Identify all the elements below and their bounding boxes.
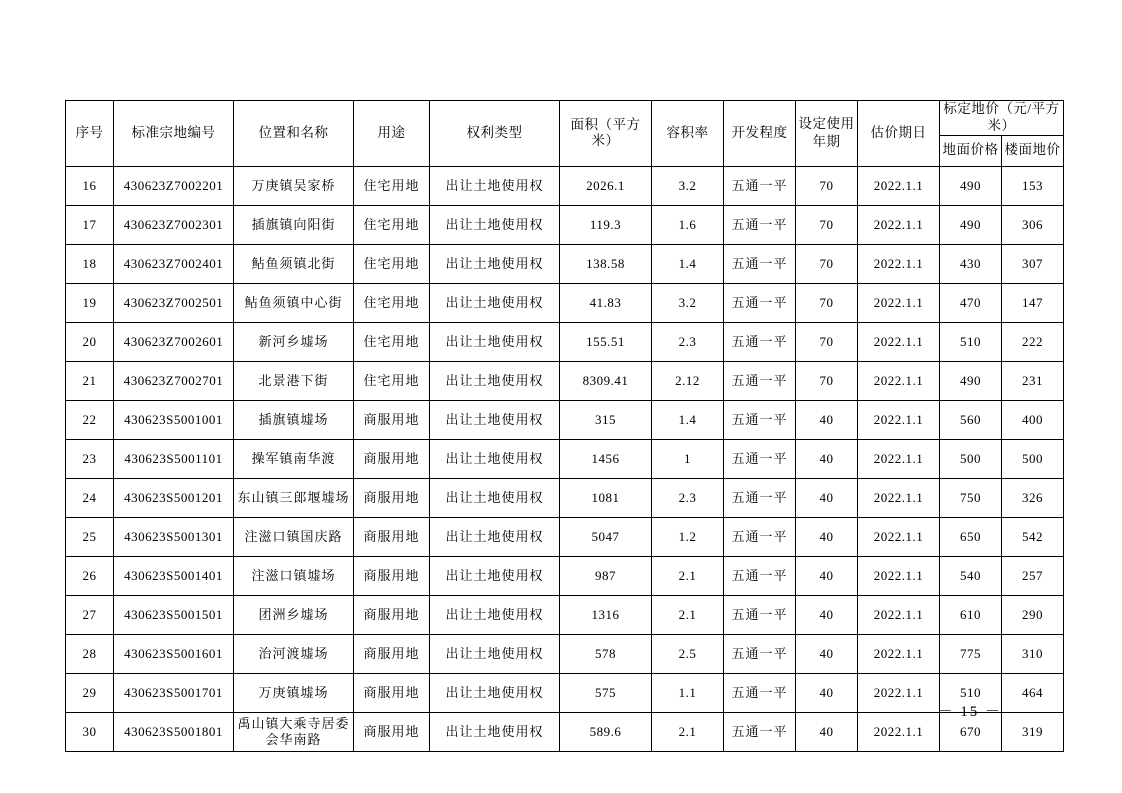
cell-use: 住宅用地 bbox=[354, 322, 430, 361]
cell-ground-price: 510 bbox=[940, 673, 1002, 712]
cell-right-type: 出让土地使用权 bbox=[430, 556, 560, 595]
cell-use: 住宅用地 bbox=[354, 205, 430, 244]
cell-use: 商服用地 bbox=[354, 556, 430, 595]
cell-use: 商服用地 bbox=[354, 634, 430, 673]
cell-development: 五通一平 bbox=[724, 166, 796, 205]
cell-valuation-date: 2022.1.1 bbox=[858, 205, 940, 244]
cell-right-type: 出让土地使用权 bbox=[430, 478, 560, 517]
cell-far: 3.2 bbox=[652, 283, 724, 322]
cell-floor-price: 306 bbox=[1002, 205, 1064, 244]
cell-area: 5047 bbox=[560, 517, 652, 556]
table-row bbox=[66, 556, 1064, 595]
header-far: 容积率 bbox=[652, 101, 724, 167]
cell-floor-price: 231 bbox=[1002, 361, 1064, 400]
cell-area: 315 bbox=[560, 400, 652, 439]
header-benchmark-price: 标定地价（元/平方米） bbox=[940, 101, 1064, 136]
cell-term: 40 bbox=[796, 517, 858, 556]
cell-ground-price: 670 bbox=[940, 712, 1002, 751]
cell-development: 五通一平 bbox=[724, 634, 796, 673]
cell-seq: 26 bbox=[66, 556, 114, 595]
cell-right-type: 出让土地使用权 bbox=[430, 634, 560, 673]
cell-ground-price: 470 bbox=[940, 283, 1002, 322]
cell-area: 2026.1 bbox=[560, 166, 652, 205]
cell-code: 430623Z7002201 bbox=[114, 166, 234, 205]
cell-code: 430623S5001601 bbox=[114, 634, 234, 673]
cell-far: 2.1 bbox=[652, 595, 724, 634]
cell-ground-price: 540 bbox=[940, 556, 1002, 595]
table-row bbox=[66, 166, 1064, 205]
cell-far: 2.3 bbox=[652, 478, 724, 517]
cell-ground-price: 490 bbox=[940, 361, 1002, 400]
cell-right-type: 出让土地使用权 bbox=[430, 595, 560, 634]
cell-term: 70 bbox=[796, 244, 858, 283]
cell-location: 治河渡墟场 bbox=[234, 634, 354, 673]
cell-code: 430623S5001401 bbox=[114, 556, 234, 595]
cell-seq: 29 bbox=[66, 673, 114, 712]
cell-seq: 18 bbox=[66, 244, 114, 283]
table-row bbox=[66, 478, 1064, 517]
cell-right-type: 出让土地使用权 bbox=[430, 166, 560, 205]
cell-floor-price: 257 bbox=[1002, 556, 1064, 595]
cell-location: 东山镇三郎堰墟场 bbox=[234, 478, 354, 517]
cell-use: 商服用地 bbox=[354, 478, 430, 517]
cell-use: 商服用地 bbox=[354, 595, 430, 634]
header-term-line1: 设定使用 bbox=[798, 116, 855, 132]
cell-use: 商服用地 bbox=[354, 439, 430, 478]
cell-ground-price: 510 bbox=[940, 322, 1002, 361]
cell-valuation-date: 2022.1.1 bbox=[858, 712, 940, 751]
cell-location: 万庚镇吴家桥 bbox=[234, 166, 354, 205]
header-valuation-date: 估价期日 bbox=[858, 101, 940, 167]
table-row bbox=[66, 712, 1064, 751]
header-development: 开发程度 bbox=[724, 101, 796, 167]
cell-development: 五通一平 bbox=[724, 400, 796, 439]
cell-location: 新河乡墟场 bbox=[234, 322, 354, 361]
cell-far: 1.1 bbox=[652, 673, 724, 712]
cell-floor-price: 153 bbox=[1002, 166, 1064, 205]
header-ground-price: 地面价格 bbox=[940, 135, 1002, 166]
cell-code: 430623S5001301 bbox=[114, 517, 234, 556]
table-row bbox=[66, 205, 1064, 244]
cell-term: 40 bbox=[796, 595, 858, 634]
cell-ground-price: 430 bbox=[940, 244, 1002, 283]
table-row bbox=[66, 439, 1064, 478]
cell-seq: 24 bbox=[66, 478, 114, 517]
cell-floor-price: 400 bbox=[1002, 400, 1064, 439]
cell-seq: 21 bbox=[66, 361, 114, 400]
cell-area: 1081 bbox=[560, 478, 652, 517]
table-row bbox=[66, 517, 1064, 556]
cell-term: 70 bbox=[796, 166, 858, 205]
cell-valuation-date: 2022.1.1 bbox=[858, 517, 940, 556]
cell-development: 五通一平 bbox=[724, 205, 796, 244]
cell-use: 商服用地 bbox=[354, 712, 430, 751]
cell-use: 住宅用地 bbox=[354, 283, 430, 322]
cell-ground-price: 750 bbox=[940, 478, 1002, 517]
cell-right-type: 出让土地使用权 bbox=[430, 400, 560, 439]
cell-far: 2.1 bbox=[652, 556, 724, 595]
cell-code: 430623S5001501 bbox=[114, 595, 234, 634]
table-row bbox=[66, 283, 1064, 322]
cell-right-type: 出让土地使用权 bbox=[430, 205, 560, 244]
cell-code: 430623S5001201 bbox=[114, 478, 234, 517]
cell-area: 987 bbox=[560, 556, 652, 595]
cell-far: 1.2 bbox=[652, 517, 724, 556]
cell-term: 40 bbox=[796, 712, 858, 751]
cell-seq: 22 bbox=[66, 400, 114, 439]
cell-valuation-date: 2022.1.1 bbox=[858, 634, 940, 673]
cell-location: 万庚镇墟场 bbox=[234, 673, 354, 712]
cell-seq: 23 bbox=[66, 439, 114, 478]
cell-code: 430623Z7002501 bbox=[114, 283, 234, 322]
header-seq: 序号 bbox=[66, 101, 114, 167]
cell-location: 北景港下街 bbox=[234, 361, 354, 400]
cell-area: 8309.41 bbox=[560, 361, 652, 400]
header-area: 面积（平方米） bbox=[560, 101, 652, 167]
cell-ground-price: 490 bbox=[940, 205, 1002, 244]
cell-development: 五通一平 bbox=[724, 283, 796, 322]
cell-valuation-date: 2022.1.1 bbox=[858, 283, 940, 322]
cell-far: 1.6 bbox=[652, 205, 724, 244]
table-row bbox=[66, 673, 1064, 712]
cell-right-type: 出让土地使用权 bbox=[430, 439, 560, 478]
cell-area: 41.83 bbox=[560, 283, 652, 322]
cell-seq: 28 bbox=[66, 634, 114, 673]
cell-valuation-date: 2022.1.1 bbox=[858, 361, 940, 400]
cell-area: 1316 bbox=[560, 595, 652, 634]
cell-far: 2.3 bbox=[652, 322, 724, 361]
table-row bbox=[66, 322, 1064, 361]
cell-valuation-date: 2022.1.1 bbox=[858, 673, 940, 712]
header-location: 位置和名称 bbox=[234, 101, 354, 167]
cell-term: 70 bbox=[796, 322, 858, 361]
cell-term: 40 bbox=[796, 673, 858, 712]
cell-code: 430623Z7002301 bbox=[114, 205, 234, 244]
cell-far: 1.4 bbox=[652, 400, 724, 439]
cell-floor-price: 310 bbox=[1002, 634, 1064, 673]
cell-right-type: 出让土地使用权 bbox=[430, 283, 560, 322]
cell-location: 注滋口镇墟场 bbox=[234, 556, 354, 595]
cell-floor-price: 290 bbox=[1002, 595, 1064, 634]
cell-seq: 20 bbox=[66, 322, 114, 361]
cell-area: 138.58 bbox=[560, 244, 652, 283]
cell-ground-price: 490 bbox=[940, 166, 1002, 205]
cell-seq: 25 bbox=[66, 517, 114, 556]
cell-floor-price: 222 bbox=[1002, 322, 1064, 361]
cell-term: 40 bbox=[796, 439, 858, 478]
header-use: 用途 bbox=[354, 101, 430, 167]
cell-floor-price: 542 bbox=[1002, 517, 1064, 556]
table-body bbox=[66, 166, 1064, 751]
cell-ground-price: 775 bbox=[940, 634, 1002, 673]
cell-right-type: 出让土地使用权 bbox=[430, 673, 560, 712]
cell-valuation-date: 2022.1.1 bbox=[858, 400, 940, 439]
table-row bbox=[66, 361, 1064, 400]
cell-far: 2.1 bbox=[652, 712, 724, 751]
cell-far: 3.2 bbox=[652, 166, 724, 205]
header-term bbox=[796, 101, 858, 167]
table-row bbox=[66, 244, 1064, 283]
cell-term: 40 bbox=[796, 478, 858, 517]
cell-right-type: 出让土地使用权 bbox=[430, 322, 560, 361]
cell-development: 五通一平 bbox=[724, 322, 796, 361]
cell-code: 430623S5001701 bbox=[114, 673, 234, 712]
cell-floor-price: 319 bbox=[1002, 712, 1064, 751]
cell-valuation-date: 2022.1.1 bbox=[858, 595, 940, 634]
cell-ground-price: 610 bbox=[940, 595, 1002, 634]
cell-use: 住宅用地 bbox=[354, 244, 430, 283]
cell-location: 禹山镇大乘寺居委会华南路 bbox=[234, 712, 354, 751]
cell-floor-price: 307 bbox=[1002, 244, 1064, 283]
cell-use: 住宅用地 bbox=[354, 361, 430, 400]
cell-ground-price: 500 bbox=[940, 439, 1002, 478]
cell-development: 五通一平 bbox=[724, 478, 796, 517]
cell-right-type: 出让土地使用权 bbox=[430, 361, 560, 400]
cell-area: 578 bbox=[560, 634, 652, 673]
cell-development: 五通一平 bbox=[724, 361, 796, 400]
cell-code: 430623Z7002401 bbox=[114, 244, 234, 283]
cell-valuation-date: 2022.1.1 bbox=[858, 478, 940, 517]
cell-code: 430623Z7002601 bbox=[114, 322, 234, 361]
cell-location: 注滋口镇国庆路 bbox=[234, 517, 354, 556]
land-price-table-container bbox=[65, 100, 1061, 752]
cell-term: 40 bbox=[796, 634, 858, 673]
cell-term: 70 bbox=[796, 361, 858, 400]
cell-location: 插旗镇墟场 bbox=[234, 400, 354, 439]
cell-seq: 17 bbox=[66, 205, 114, 244]
cell-valuation-date: 2022.1.1 bbox=[858, 556, 940, 595]
table-row bbox=[66, 400, 1064, 439]
cell-far: 2.12 bbox=[652, 361, 724, 400]
cell-development: 五通一平 bbox=[724, 712, 796, 751]
cell-far: 2.5 bbox=[652, 634, 724, 673]
cell-term: 40 bbox=[796, 556, 858, 595]
cell-right-type: 出让土地使用权 bbox=[430, 712, 560, 751]
cell-location: 团洲乡墟场 bbox=[234, 595, 354, 634]
cell-term: 70 bbox=[796, 283, 858, 322]
header-right-type: 权利类型 bbox=[430, 101, 560, 167]
cell-valuation-date: 2022.1.1 bbox=[858, 322, 940, 361]
cell-valuation-date: 2022.1.1 bbox=[858, 244, 940, 283]
page-number: － 15 － bbox=[937, 704, 1002, 720]
cell-floor-price: 147 bbox=[1002, 283, 1064, 322]
cell-use: 商服用地 bbox=[354, 400, 430, 439]
cell-area: 119.3 bbox=[560, 205, 652, 244]
table-row bbox=[66, 595, 1064, 634]
cell-floor-price: 326 bbox=[1002, 478, 1064, 517]
header-term-line2: 年期 bbox=[812, 134, 841, 150]
cell-valuation-date: 2022.1.1 bbox=[858, 166, 940, 205]
cell-far: 1 bbox=[652, 439, 724, 478]
cell-development: 五通一平 bbox=[724, 244, 796, 283]
land-price-table bbox=[65, 100, 1064, 752]
cell-area: 589.6 bbox=[560, 712, 652, 751]
cell-location: 鲇鱼须镇北街 bbox=[234, 244, 354, 283]
cell-right-type: 出让土地使用权 bbox=[430, 244, 560, 283]
cell-code: 430623S5001001 bbox=[114, 400, 234, 439]
cell-valuation-date: 2022.1.1 bbox=[858, 439, 940, 478]
cell-term: 70 bbox=[796, 205, 858, 244]
cell-area: 575 bbox=[560, 673, 652, 712]
cell-code: 430623S5001101 bbox=[114, 439, 234, 478]
cell-development: 五通一平 bbox=[724, 517, 796, 556]
table-row bbox=[66, 634, 1064, 673]
cell-development: 五通一平 bbox=[724, 595, 796, 634]
header-row-1 bbox=[66, 101, 1064, 136]
cell-use: 住宅用地 bbox=[354, 166, 430, 205]
cell-seq: 16 bbox=[66, 166, 114, 205]
cell-seq: 19 bbox=[66, 283, 114, 322]
cell-seq: 27 bbox=[66, 595, 114, 634]
cell-development: 五通一平 bbox=[724, 439, 796, 478]
cell-floor-price: 464 bbox=[1002, 673, 1064, 712]
table-header bbox=[66, 101, 1064, 167]
cell-ground-price: 650 bbox=[940, 517, 1002, 556]
cell-right-type: 出让土地使用权 bbox=[430, 517, 560, 556]
cell-development: 五通一平 bbox=[724, 556, 796, 595]
cell-location: 操军镇南华渡 bbox=[234, 439, 354, 478]
cell-area: 155.51 bbox=[560, 322, 652, 361]
cell-use: 商服用地 bbox=[354, 673, 430, 712]
cell-code: 430623S5001801 bbox=[114, 712, 234, 751]
cell-location: 插旗镇向阳街 bbox=[234, 205, 354, 244]
cell-seq: 30 bbox=[66, 712, 114, 751]
cell-development: 五通一平 bbox=[724, 673, 796, 712]
cell-ground-price: 560 bbox=[940, 400, 1002, 439]
cell-area: 1456 bbox=[560, 439, 652, 478]
cell-use: 商服用地 bbox=[354, 517, 430, 556]
cell-term: 40 bbox=[796, 400, 858, 439]
cell-floor-price: 500 bbox=[1002, 439, 1064, 478]
header-code: 标准宗地编号 bbox=[114, 101, 234, 167]
header-floor-price: 楼面地价 bbox=[1002, 135, 1064, 166]
cell-code: 430623Z7002701 bbox=[114, 361, 234, 400]
cell-location: 鲇鱼须镇中心街 bbox=[234, 283, 354, 322]
cell-far: 1.4 bbox=[652, 244, 724, 283]
